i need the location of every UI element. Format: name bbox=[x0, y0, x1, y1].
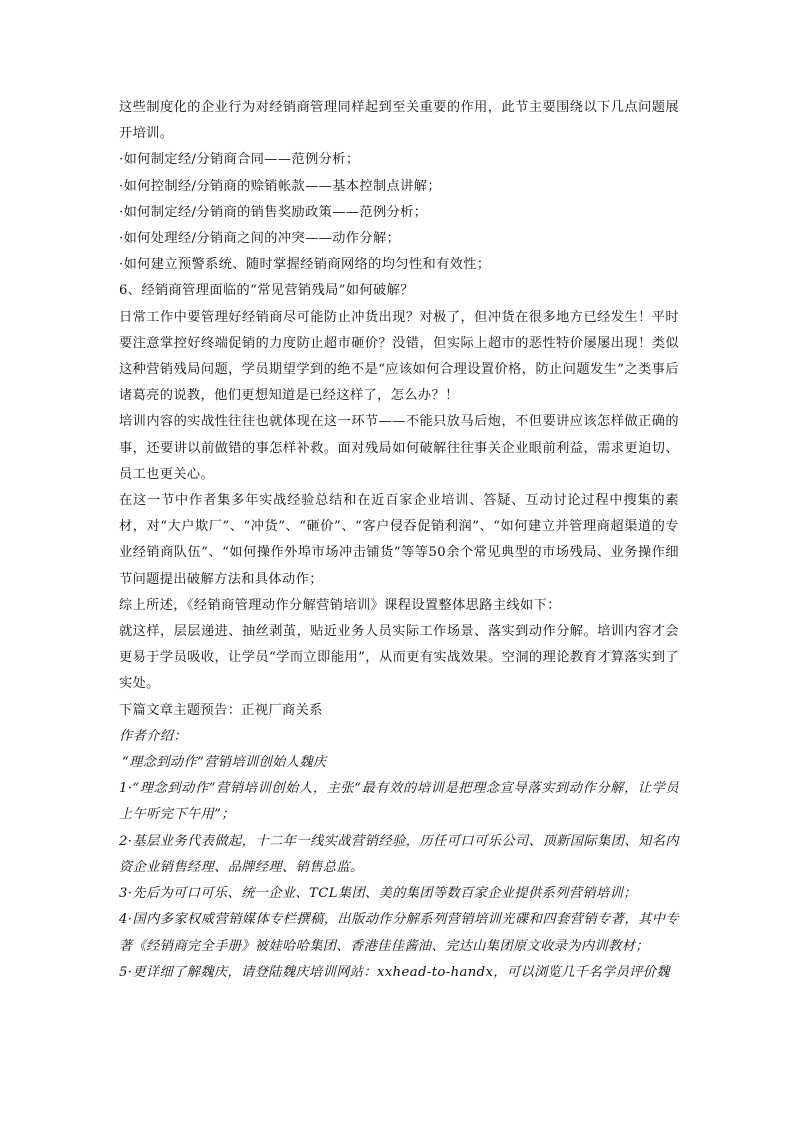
bullet-conflict: ·如何处理经/分销商之间的冲突——动作分解； bbox=[119, 231, 401, 247]
paragraph-intro: 这些制度化的企业行为对经销商管理同样起到至关重要的作用，此节主要围绕以下几点问题展开培训。 bbox=[119, 100, 679, 142]
section-heading-6: 6、经销商管理面临的“常见营销残局”如何破解？ bbox=[119, 283, 414, 299]
author-item-5: 5·更详细了解魏庆，请登陆魏庆培训网站：xxhead-to-handx，可以浏览几千名学员评价魏 bbox=[119, 964, 670, 980]
paragraph-conclusion: 就这样，层层递进、抽丝剥茧，贴近业务人员实际工作场景、落实到动作分解。培训内容才会更易于学员吸收，让学员“学而立即能用”，从而更有实战效果。空洞的理论教育才算落实到了实处。 bbox=[119, 624, 679, 692]
paragraph-daily-work: 日常工作中要管理好经销商尽可能防止冲货出现？对极了，但冲货在很多地方已经发生！平时要注意掌控好终端促销的力度防止超市砸价？没错，但实际上超市的恶性特价屡屡出现！类似这种营销残局问题，学员期望学到的绝不是“应该如何合理设置价格，防止问题发生”之类事后诸葛亮的说教，他们更想知道是已经这样了，怎么办？！ bbox=[119, 309, 679, 404]
author-heading: 作者介绍： bbox=[119, 728, 187, 744]
next-article-preview: 下篇文章主题预告：正视厂商关系 bbox=[119, 702, 323, 718]
bullet-incentive: ·如何制定经/分销商的销售奖励政策——范例分析； bbox=[119, 204, 428, 220]
author-title-line: “理念到动作”营销培训创始人魏庆 bbox=[122, 755, 327, 771]
bullet-warning: ·如何建立预警系统、随时掌握经销商网络的均匀性和有效性； bbox=[119, 257, 491, 273]
author-item-4: 4·国内多家权威营销媒体专栏撰稿，出版动作分解系列营销培训光碟和四套营销专著，其中专著《经销商完全手册》被娃哈哈集团、香港佳佳酱油、完达山集团原文收录为内训教材； bbox=[119, 912, 679, 954]
document-body bbox=[119, 95, 679, 986]
bullet-contract: ·如何制定经/分销商合同——范例分析； bbox=[119, 152, 360, 168]
bullet-credit: ·如何控制经/分销商的赊销帐款——基本控制点讲解； bbox=[119, 178, 441, 194]
author-item-1: 1·“理念到动作”营销培训创始人，主张“最有效的培训是把理念宣导落实到动作分解，让学员上午听完下午用”； bbox=[119, 781, 679, 823]
author-item-3: 3·先后为可口可乐、统一企业、TCL集团、美的集团等数百家企业提供系列营销培训； bbox=[119, 886, 637, 902]
paragraph-collection: 在这一节中作者集多年实战经验总结和在近百家企业培训、答疑、互动讨论过程中搜集的素材，对“大户欺厂”、“冲货”、“砸价”、“客户侵吞促销利润”、“如何建立并管理商超渠道的专业经销商队伍”、“如何操作外埠市场冲击铺货”等等50余个常见典型的市场残局、业务操作细节问题提出破解方法和具体动作； bbox=[119, 493, 679, 587]
author-item-2: 2·基层业务代表做起，十二年一线实战营销经验，历任可口可乐公司、顶新国际集团、知名内资企业销售经理、品牌经理、销售总监。 bbox=[119, 833, 679, 875]
paragraph-summary: 综上所述，《经销商管理动作分解营销培训》课程设置整体思路主线如下： bbox=[119, 597, 561, 613]
paragraph-practical: 培训内容的实战性往往也就体现在这一环节——不能只放马后炮，不但要讲应该怎样做正确的事，还要讲以前做错的事怎样补救。面对残局如何破解往往事关企业眼前利益，需求更迫切、员工也更关心。 bbox=[119, 414, 679, 482]
